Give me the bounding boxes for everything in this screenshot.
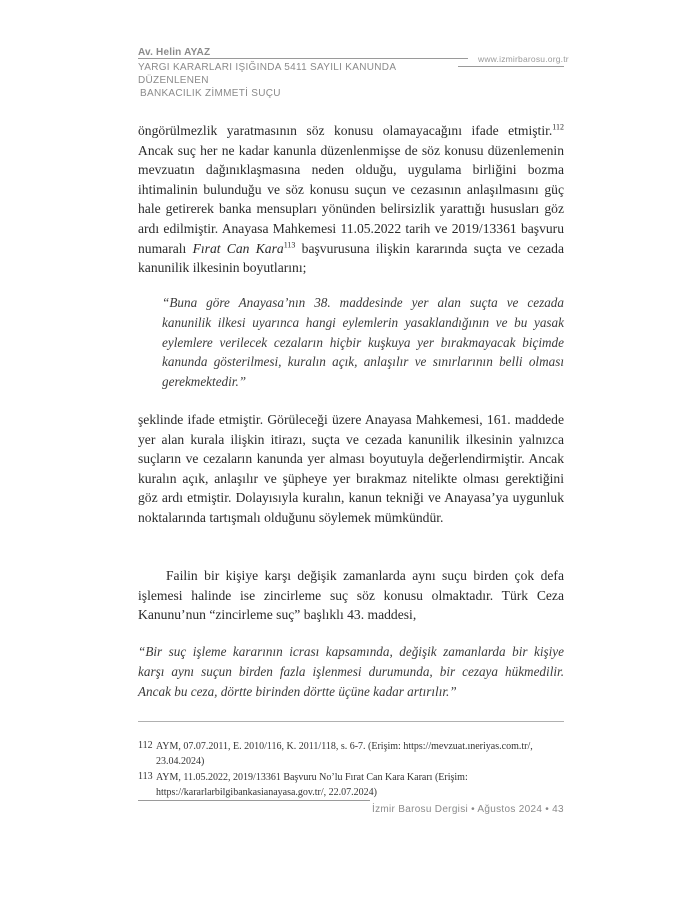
body-text-block-2 (138, 410, 564, 528)
case-name: Fırat Can Kara (192, 240, 284, 256)
block-quote-1: “Buna göre Anayasa’nın 38. maddesinde yer alan suçta ve cezada kanunilik ilkesi uyarınca hangi eylemlerin yasaklandığının ve bu yasak eylemlere verilecek cezaların hiçbir kuşkuya yer bırakmayacak biçimde kanunda gösterilmesi, kuralın açık, anlaşılır ve sınırlarının belli olması gerekmektedir.” (162, 295, 564, 390)
footnote-number: 112 (138, 740, 153, 751)
footnote-text: AYM, 11.05.2022, 2019/13361 Başvuru No’lu Fırat Can Kara Kararı (Erişim: https://kararlarbilgibankasianayasa.gov.tr/, 22.07.2024) (156, 772, 468, 798)
footer-rule (138, 800, 370, 801)
block-quote-2: “Bir suç işleme kararının icrası kapsamında, değişik zamanlarda bir kişiye karşı aynı suçun birden fazla işlenmesi durumunda, bir cezaya hükmedilir. Ancak bu ceza, dörtte birinden dörtte üçüne kadar artırılır.” (138, 644, 564, 699)
running-title (138, 61, 468, 100)
footnote-113 (138, 770, 564, 800)
body-text-block-1 (138, 121, 564, 278)
page-footer: İzmir Barosu Dergisi • Ağustos 2024 • 43 (372, 804, 564, 815)
paragraph-1: öngörülmezlik yaratmasının söz konusu olamayacağını ifade etmiştir.$^{112}$ Ancak suç her ne kadar kanunla düzenlenmişse de söz konusu düzenlemenin mevzuatın dağınıklaşmasına neden olduğu, uygulama birliğini bozma ihtimalinin bulunduğu ve söz konusu suçun ve cezasının anlaşılmasını güç hale getirerek banka mensupları yönünden belirsizlik yarattığı hususları göz ardı edilmiştir. Anayasa Mahkemesi 11.05.2022 tarih ve 2019/13361 başvuru numaralı Fırat Can Kara$^{113}$ başvurusuna ilişkin kararında suçta ve cezada kanunilik ilkesinin boyutlarını; (138, 122, 564, 276)
website-link[interactable]: www.izmirbarosu.org.tr (478, 54, 569, 64)
body-text-block-3 (138, 566, 564, 625)
footnote-112 (138, 739, 564, 769)
header-rule-short (458, 66, 564, 67)
author-name: Av. Helin AYAZ (138, 47, 211, 58)
running-title-line-1: YARGI KARARLARI IŞIĞINDA 5411 SAYILI KANUNDA DÜZENLENEN (138, 62, 396, 86)
footnote-text: AYM, 07.07.2011, E. 2010/116, K. 2011/118, s. 6-7. (Erişim: https://mevzuat.ıneriyas.com.tr/, 23.04.2024) (156, 741, 533, 767)
running-title-line-2: BANKACILIK ZİMMETİ SUÇU (140, 88, 281, 99)
paragraph-3: Failin bir kişiye karşı değişik zamanlarda aynı suçu birden çok defa işlemesi halinde ise zincirleme suç söz konusu olmaktadır. Türk Ceza Kanunu’nun “zincirleme suç” başlıklı 43. maddesi, (138, 568, 564, 623)
footnote-number: 113 (138, 771, 153, 782)
footnote-ref-112[interactable]: 112 (552, 122, 564, 132)
header-rule (138, 58, 468, 59)
paragraph-2: şeklinde ifade etmiştir. Görüleceği üzere Anayasa Mahkemesi, 161. maddede yer alan kurala ilişkin itirazı, suçta ve cezada kanunilik ilkesinin yalnızca suçların ve cezaların kanunda yer alması boyutuyla değerlendirmiştir. Ancak kuralın açık, anlaşılır ve şüpheye yer bırakmaz nitelikte olması gerektiğini göz ardı etmiştir. Dolayısıyla kuralın, kanun tekniği ve Anayasa’ya uygunluk noktalarında tartışmalı olduğunu söylemek mümkündür. (138, 412, 564, 525)
footnote-rule (138, 721, 564, 722)
footnote-ref-113[interactable]: 113 (283, 240, 296, 250)
